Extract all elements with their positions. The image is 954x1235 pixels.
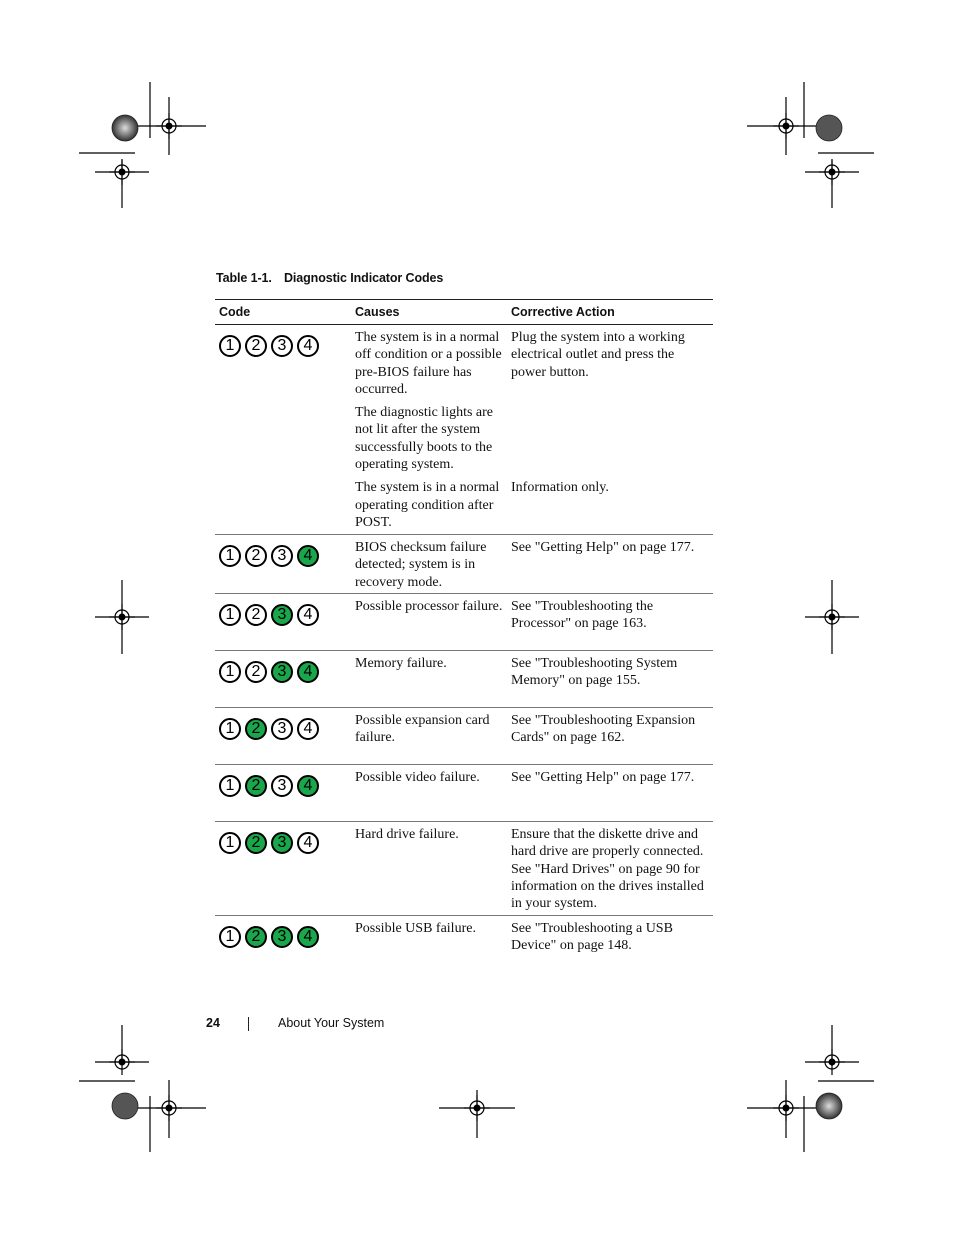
action-text: See "Troubleshooting a USB Device" on page 148. [511, 921, 673, 954]
diagnostic-light-2-on: 2 [245, 775, 267, 797]
diagnostic-light-3-on: 3 [271, 832, 293, 854]
cause-text: Possible USB failure. [355, 921, 476, 936]
diagnostic-lights [219, 826, 347, 854]
table-row [215, 651, 713, 708]
diagnostic-lights [219, 769, 347, 797]
diagnostic-light-1-off: 1 [219, 335, 241, 357]
cause-text: Memory failure. [355, 656, 447, 671]
diagnostic-light-4-on: 4 [297, 775, 319, 797]
table-row [215, 765, 713, 822]
table-row [215, 822, 713, 916]
table-number: Table 1-1. [216, 271, 272, 285]
diagnostic-light-2-off: 2 [245, 545, 267, 567]
causes-cell [351, 594, 507, 651]
table-row [215, 916, 713, 966]
diagnostic-lights [219, 598, 347, 626]
action-text: Ensure that the diskette drive and hard drive are properly connected. See "Hard Drives" on page 90 for information on the drives installed in your system. [511, 827, 704, 912]
code-cell [215, 822, 351, 916]
table-title: Diagnostic Indicator Codes [284, 271, 444, 285]
causes-cell [351, 535, 507, 594]
diagnostic-light-1-off: 1 [219, 926, 241, 948]
diagnostic-lights [219, 655, 347, 683]
corrective-action-cell [507, 594, 713, 651]
code-cell [215, 535, 351, 594]
action-text [511, 404, 709, 473]
diagnostic-light-3-on: 3 [271, 926, 293, 948]
diagnostic-light-4-off: 4 [297, 335, 319, 357]
causes-cell [351, 822, 507, 916]
action-text: Plug the system into a working electrical outlet and press the power button. [511, 330, 685, 380]
diagnostic-light-2-off: 2 [245, 335, 267, 357]
table-header-row [215, 300, 713, 325]
table-row [215, 325, 713, 535]
action-text: Information only. [511, 480, 609, 495]
diagnostic-light-3-on: 3 [271, 604, 293, 626]
cause-text: The system is in a normal off condition or a possible pre-BIOS failure has occurred. [355, 330, 502, 397]
diagnostic-light-4-on: 4 [297, 545, 319, 567]
header-causes: Causes [351, 300, 507, 325]
diagnostic-light-1-off: 1 [219, 545, 241, 567]
diagnostic-light-2-on: 2 [245, 718, 267, 740]
diagnostic-light-1-off: 1 [219, 604, 241, 626]
table-row [215, 594, 713, 651]
code-cell [215, 651, 351, 708]
diagnostic-codes-table [215, 299, 713, 966]
action-text: See "Troubleshooting the Processor" on page 163. [511, 599, 654, 632]
diagnostic-light-2-on: 2 [245, 926, 267, 948]
diagnostic-lights [219, 712, 347, 740]
cause-text: The diagnostic lights are not lit after the system successfully boots to the operating system. [355, 405, 494, 473]
corrective-action-cell [507, 325, 713, 535]
page-number: 24 [206, 1016, 220, 1030]
action-text: See "Troubleshooting System Memory" on page 155. [511, 656, 678, 689]
header-code: Code [215, 300, 351, 325]
header-corrective-action: Corrective Action [507, 300, 713, 325]
corrective-action-cell [507, 708, 713, 765]
diagnostic-lights [219, 329, 347, 357]
causes-cell [351, 708, 507, 765]
code-cell [215, 916, 351, 966]
diagnostic-light-2-off: 2 [245, 661, 267, 683]
diagnostic-light-2-on: 2 [245, 832, 267, 854]
cause-text: Possible processor failure. [355, 599, 503, 614]
causes-cell [351, 916, 507, 966]
action-text: See "Getting Help" on page 177. [511, 770, 695, 785]
diagnostic-light-1-off: 1 [219, 832, 241, 854]
cause-text: Hard drive failure. [355, 827, 459, 842]
diagnostic-light-4-on: 4 [297, 661, 319, 683]
diagnostic-light-2-off: 2 [245, 604, 267, 626]
code-cell [215, 325, 351, 535]
section-title: About Your System [278, 1016, 385, 1030]
table-row [215, 708, 713, 765]
action-text: See "Getting Help" on page 177. [511, 540, 695, 555]
diagnostic-light-3-off: 3 [271, 545, 293, 567]
corrective-action-cell [507, 822, 713, 916]
footer-separator [248, 1017, 249, 1031]
table-caption [216, 271, 443, 285]
table-row [215, 535, 713, 594]
action-text: See "Troubleshooting Expansion Cards" on page 162. [511, 713, 696, 746]
diagnostic-light-3-off: 3 [271, 718, 293, 740]
diagnostic-lights [219, 539, 347, 567]
cause-text: Possible expansion card failure. [355, 713, 490, 746]
table-body [215, 325, 713, 966]
diagnostic-lights [219, 920, 347, 948]
diagnostic-light-4-off: 4 [297, 604, 319, 626]
corrective-action-cell [507, 651, 713, 708]
diagnostic-light-3-off: 3 [271, 775, 293, 797]
causes-cell [351, 325, 507, 535]
diagnostic-light-3-off: 3 [271, 335, 293, 357]
cause-text: BIOS checksum failure detected; system is in recovery mode. [355, 540, 487, 590]
corrective-action-cell [507, 765, 713, 822]
diagnostic-light-4-on: 4 [297, 926, 319, 948]
causes-cell [351, 765, 507, 822]
code-cell [215, 708, 351, 765]
diagnostic-light-1-off: 1 [219, 775, 241, 797]
diagnostic-light-1-off: 1 [219, 718, 241, 740]
cause-text: The system is in a normal operating condition after POST. [355, 480, 500, 530]
code-cell [215, 594, 351, 651]
diagnostic-light-3-on: 3 [271, 661, 293, 683]
corrective-action-cell [507, 916, 713, 966]
causes-cell [351, 651, 507, 708]
corrective-action-cell [507, 535, 713, 594]
cause-text: Possible video failure. [355, 770, 480, 785]
diagnostic-light-4-off: 4 [297, 718, 319, 740]
diagnostic-light-1-off: 1 [219, 661, 241, 683]
diagnostic-light-4-off: 4 [297, 832, 319, 854]
code-cell [215, 765, 351, 822]
